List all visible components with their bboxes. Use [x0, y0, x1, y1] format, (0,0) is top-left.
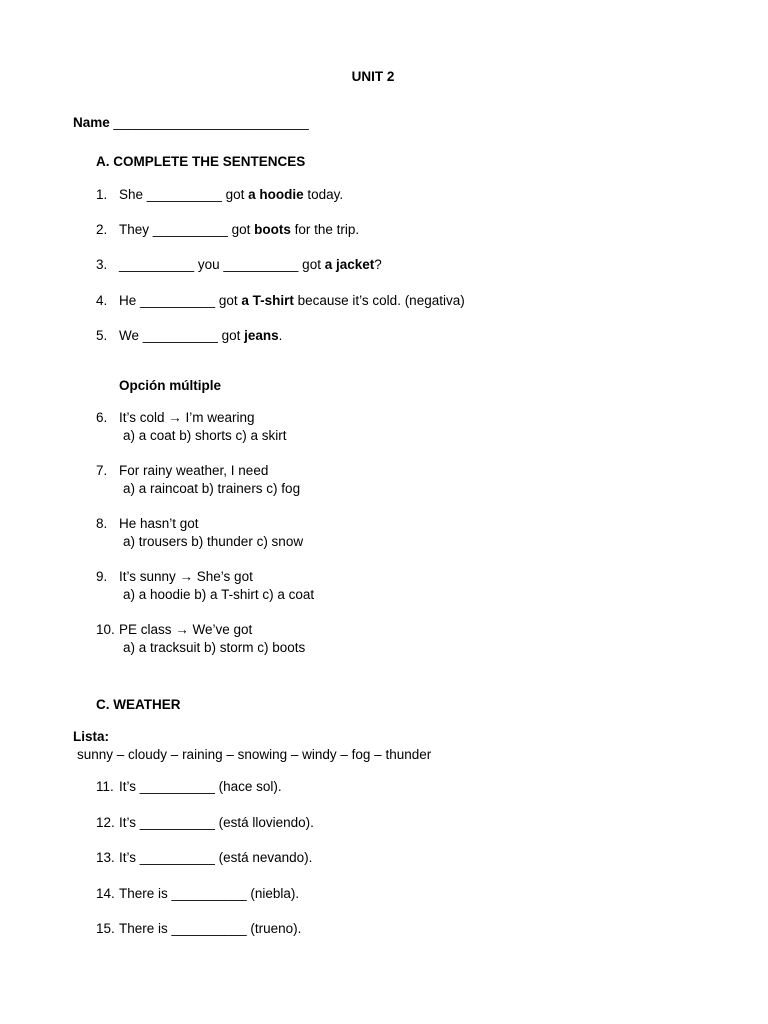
sentence-text: They __________ got	[119, 222, 255, 237]
item-number: 14.	[96, 886, 115, 901]
sentence-keyword: boots	[254, 222, 291, 237]
page-title: UNIT 2	[351, 69, 395, 84]
sentence-text: He __________ got	[119, 293, 242, 308]
sentence-text: She __________ got	[119, 187, 249, 202]
word-list: sunny – cloudy – raining – snowing – windy – fog – thunder	[77, 747, 432, 762]
sentence-text: ?	[374, 257, 382, 272]
item-options: a) trousers b) thunder c) snow	[123, 534, 304, 549]
section-c-heading: C. WEATHER	[96, 697, 181, 712]
item-question: It’s cold → I’m wearing	[119, 410, 255, 425]
item-number: 6.	[96, 410, 108, 425]
section-b-heading: Opción múltiple	[119, 378, 222, 393]
sentence-keyword: jeans	[244, 328, 279, 343]
name-field[interactable]	[73, 114, 309, 131]
item-sentence: There is __________ (niebla).	[119, 886, 300, 901]
name-label: Name	[73, 115, 110, 130]
item-number: 13.	[96, 850, 115, 865]
item-sentence	[119, 292, 465, 309]
item-sentence	[119, 327, 282, 344]
sentence-text: .	[278, 328, 283, 343]
section-a-heading: A. COMPLETE THE SENTENCES	[96, 154, 306, 169]
item-sentence: It’s __________ (está lloviendo).	[119, 815, 314, 830]
item-question: For rainy weather, I need	[119, 463, 269, 478]
sentence-text: today.	[303, 187, 344, 202]
item-sentence: It’s __________ (hace sol).	[119, 779, 282, 794]
sentence-keyword: a jacket	[324, 257, 375, 272]
item-sentence: It’s __________ (está nevando).	[119, 850, 313, 865]
item-sentence	[119, 186, 343, 203]
item-options: a) a hoodie b) a T-shirt c) a coat	[123, 587, 315, 602]
item-number: 10.	[96, 622, 115, 637]
sentence-keyword: a hoodie	[248, 187, 304, 202]
item-number: 7.	[96, 463, 108, 478]
item-options: a) a raincoat b) trainers c) fog	[123, 481, 301, 496]
item-number: 12.	[96, 815, 115, 830]
item-options: a) a coat b) shorts c) a skirt	[123, 428, 287, 443]
sentence-text: __________ you __________ got	[119, 257, 325, 272]
item-question: He hasn’t got	[119, 516, 199, 531]
item-options: a) a tracksuit b) storm c) boots	[123, 640, 306, 655]
item-number: 11.	[96, 779, 114, 794]
item-number: 1.	[96, 187, 108, 202]
item-number: 9.	[96, 569, 108, 584]
item-number: 3.	[96, 257, 108, 272]
item-number: 5.	[96, 328, 108, 343]
item-number: 15.	[96, 921, 115, 936]
item-question: It’s sunny → She’s got	[119, 569, 253, 584]
item-number: 8.	[96, 516, 108, 531]
sentence-text: because it’s cold. (negativa)	[293, 293, 465, 308]
sentence-text: for the trip.	[290, 222, 360, 237]
item-sentence: There is __________ (trueno).	[119, 921, 302, 936]
word-list-label: Lista:	[73, 729, 110, 744]
item-sentence	[119, 256, 382, 273]
item-number: 2.	[96, 222, 108, 237]
item-number: 4.	[96, 293, 108, 308]
sentence-text: We __________ got	[119, 328, 245, 343]
name-blank: __________________________	[109, 115, 309, 130]
item-sentence	[119, 221, 359, 238]
sentence-keyword: a T-shirt	[241, 293, 294, 308]
item-question: PE class → We’ve got	[119, 622, 253, 637]
